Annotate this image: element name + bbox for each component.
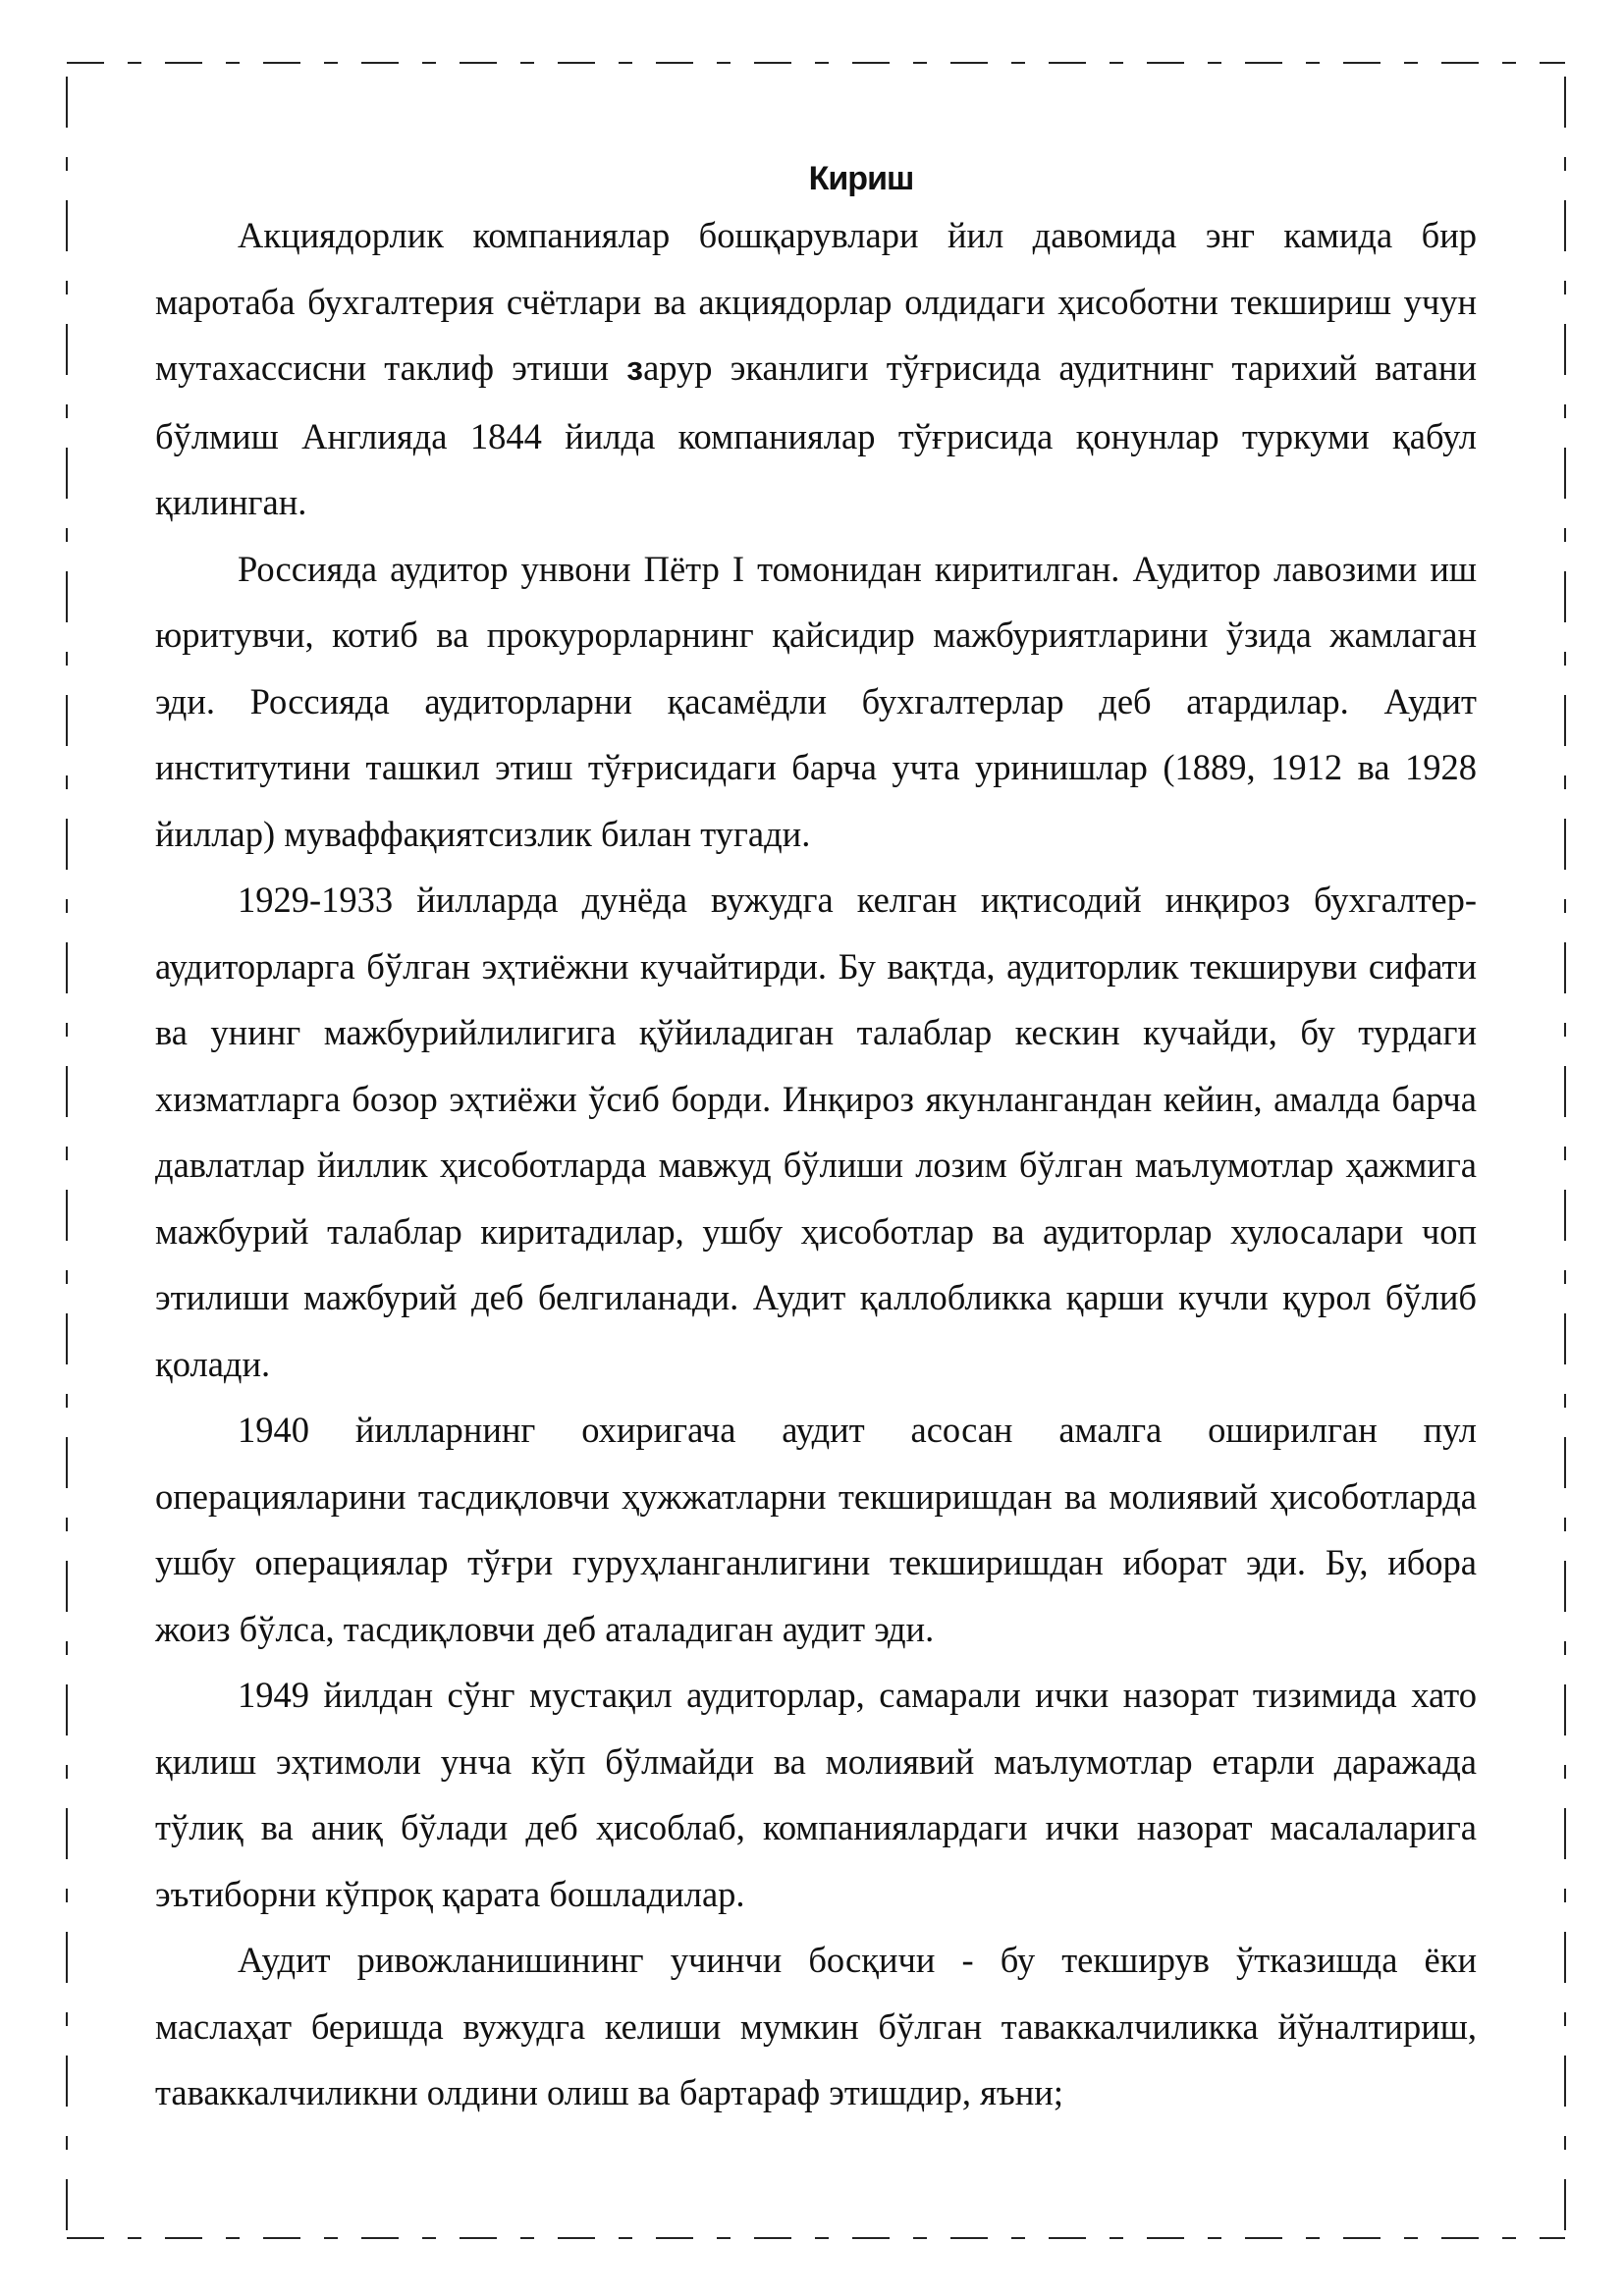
- paragraph-1-text-end: арур эканлиги тўғрисида аудитнинг тарихий ватани бўлмиш Англияда 1844 йилда компаниялар тўғрисида қонунлар туркуми қабул қилинган.: [155, 347, 1477, 522]
- paragraph-5: 1949 йилдан сўнг мустақил аудиторлар, самарали ички назорат тизимида хато қилиш эҳтимоли унча кўп бўлмайди ва молиявий маълумотлар етарли даражада тўлиқ ва аниқ бўлади деб ҳисоблаб, компаниялардаги ички назорат масалаларига эътиборни кўпроқ қарата бошладилар.: [155, 1675, 1477, 1914]
- document-title: Кириш: [808, 160, 914, 197]
- paragraph-1-bold-letter: з: [626, 350, 644, 388]
- paragraph-1: [155, 202, 1477, 536]
- paragraph-6: Аудит ривожланишининг учинчи босқичи - бу текширув ўтказишда ёки маслаҳат беришда вужудга келиши мумкин бўлган таваккалчиликка йўналтириш, таваккалчиликни олдини олиш ва бартараф этишдир, яъни;: [155, 1940, 1477, 2112]
- document-body: [155, 147, 1477, 2126]
- paragraph-3: 1929-1933 йилларда дунёда вужудга келган иқтисодий инқироз бухгалтер-аудиторларга бўлган эҳтиёжни кучайтирди. Бу вақтда, аудиторлик текшируви сифати ва унинг мажбурийлилигига қўйиладиган талаблар кескин кучайди, бу турдаги хизматларга бозор эҳтиёжи ўсиб борди. Инқироз якунлангандан кейин, амалда барча давлатлар йиллик ҳисоботларда мавжуд бўлиши лозим бўлган маълумотлар ҳажмига мажбурий талаблар киритадилар, ушбу ҳисоботлар ва аудиторлар хулосалари чоп этилиши мажбурий деб белгиланади. Аудит қаллобликка қарши кучли қурол бўлиб қолади.: [155, 880, 1477, 1384]
- paragraph-1-text-start: Акциядорлик компаниялар бошқарувлари йил давомида энг камида бир маротаба бухгалтерия счётлари ва акциядорлар олдидаги ҳисоботни текшириш учун мутахассисни таклиф этиши: [155, 215, 1477, 388]
- paragraph-4: 1940 йилларнинг охиригача аудит асосан амалга оширилган пул операцияларини тасдиқловчи ҳужжатларни текширишдан ва молиявий ҳисоботларда ушбу операциялар тўғри гуруҳланганлигини текширишдан иборат эди. Бу, ибора жоиз бўлса, тасдиқловчи деб аталадиган аудит эди.: [155, 1410, 1477, 1649]
- paragraph-2: Россияда аудитор унвони Пётр I томонидан киритилган. Аудитор лавозими иш юритувчи, котиб ва прокурорларнинг қайсидир мажбуриятларини ўзида жамлаган эди. Россияда аудиторларни қасамёдли бухгалтерлар деб атардилар. Аудит институтини ташкил этиш тўғрисидаги барча учта уринишлар (1889, 1912 ва 1928 йиллар) муваффақиятсизлик билан тугади.: [155, 548, 1477, 854]
